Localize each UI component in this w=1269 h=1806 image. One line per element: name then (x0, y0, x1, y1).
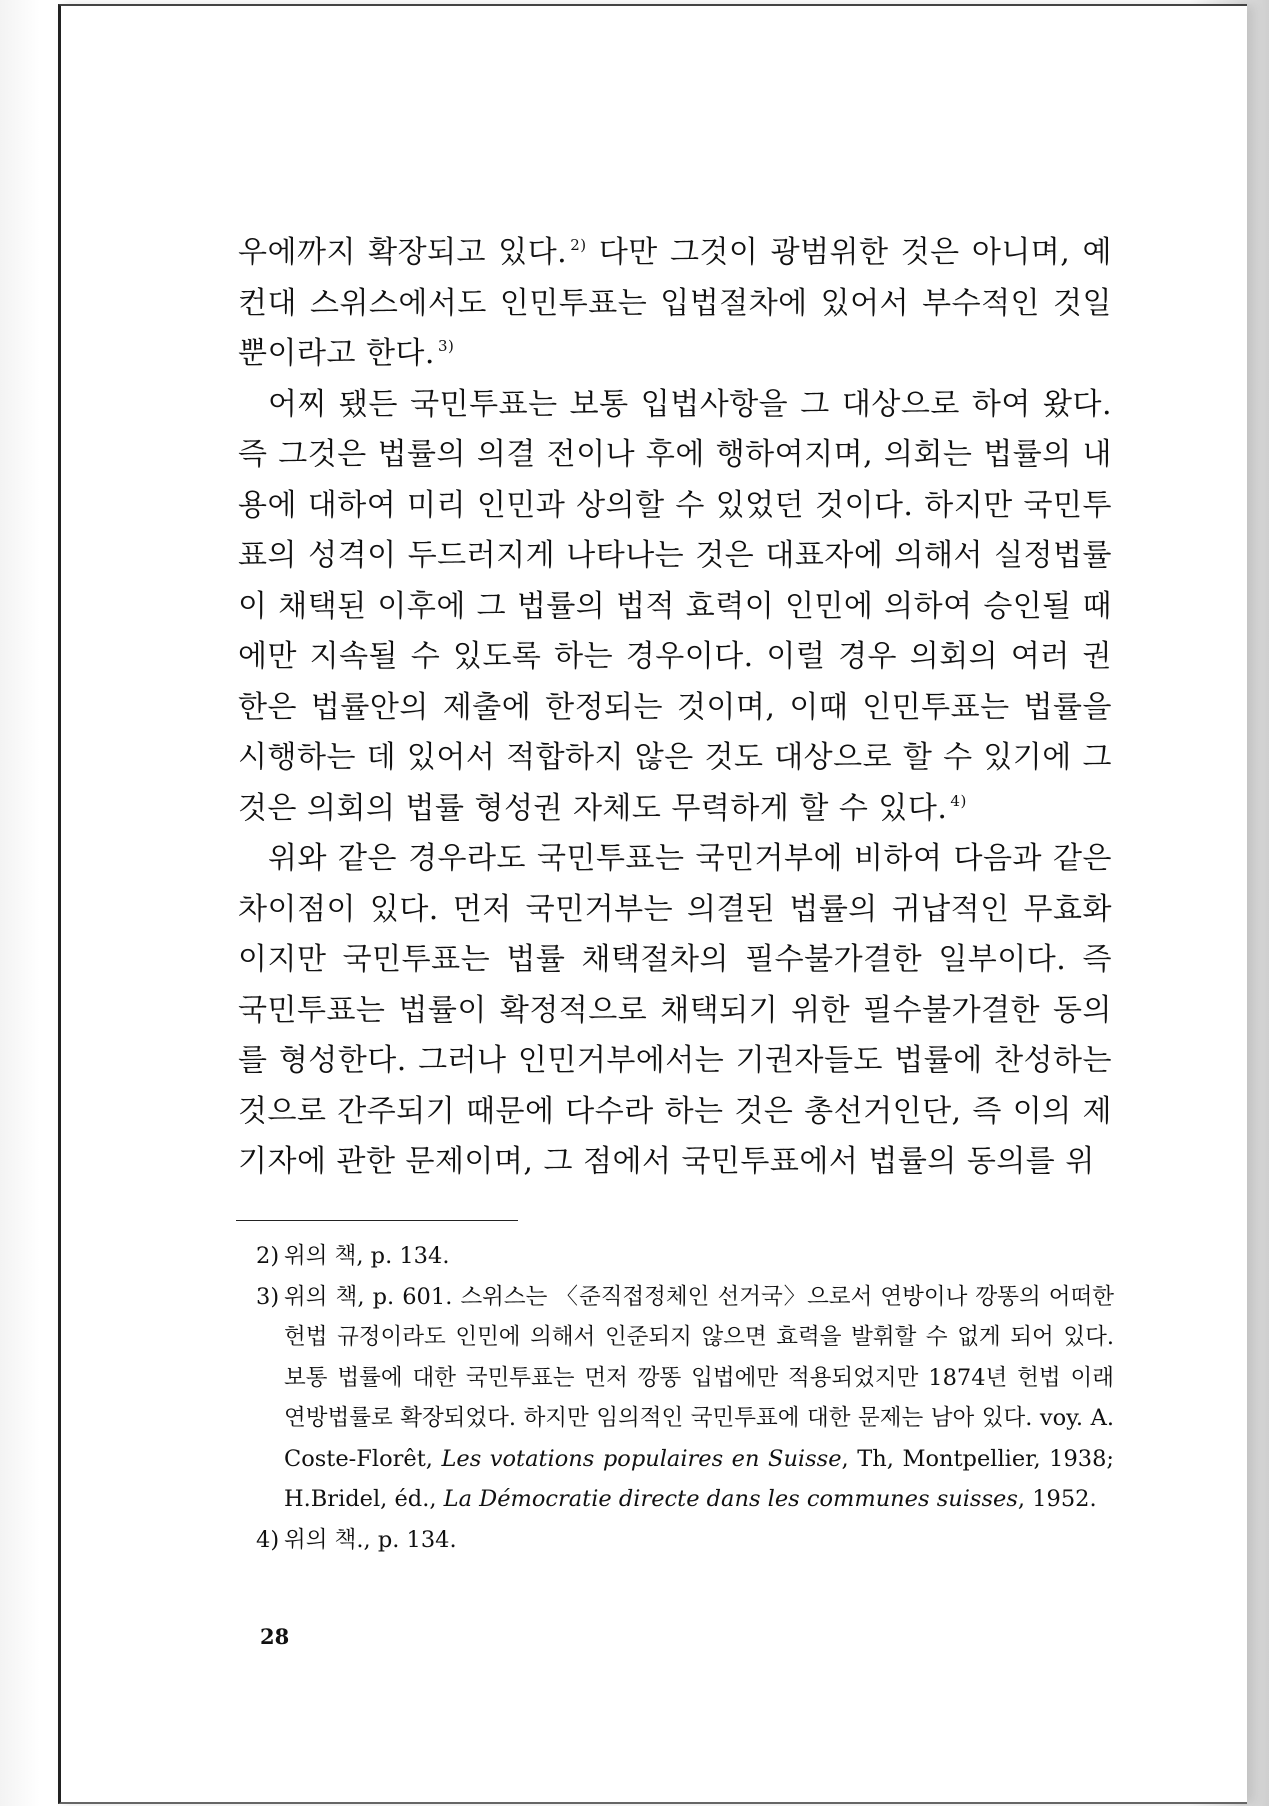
paragraph-3 (238, 834, 1112, 1188)
footnote-3 (256, 1277, 1114, 1520)
footnote-title-italic: La Démocratie directe dans les communes suisses (443, 1486, 1018, 1512)
footnote-text: 위의 책, p. 601. 스위스는 〈준직접정체인 선거국〉으로서 연방이나 깡똥의 어떠한 헌법 규정이라도 인민에 의해서 인준되지 않으면 효력을 발휘할 수 없게 되어 있다. 보통 법률에 대한 국민투표는 먼저 깡똥 입법에만 적용되었지만 1874년 헌법 이래 연방법률로 확장되었다. 하지만 임의적인 국민투표에 대한 문제는 남아 있다. voy. A. Coste-Florêt, (284, 1283, 1114, 1472)
footnote-text: 위의 책, p. 134. (284, 1243, 450, 1269)
paragraph-text: 위와 같은 경우라도 국민투표는 국민거부에 비하여 다음과 같은 차이점이 있다. 먼저 국민거부는 의결된 법률의 귀납적인 무효화이지만 국민투표는 법률 채택절차의 필수불가결한 일부이다. 즉 국민투표는 법률이 확정적으로 채택되기 위한 필수불가결한 동의를 형성한다. 그러나 인민거부에서는 기권자들도 법률에 찬성하는 것으로 간주되기 때문에 다수라 하는 것은 총선거인단, 즉 이의 제기자에 관한 문제이며, 그 점에서 국민투표에서 법률의 동의를 위 (238, 841, 1112, 1179)
footnote-number: 3) (256, 1283, 280, 1310)
footnote-4 (256, 1520, 1114, 1561)
footnote-marker-3: 3) (437, 337, 455, 355)
footnotes (256, 1236, 1114, 1560)
paragraph-text: 어찌 됐든 국민투표는 보통 입법사항을 그 대상으로 하여 왔다. 즉 그것은 법률의 의결 전이나 후에 행하여지며, 의회는 법률의 내용에 대하여 미리 인민과 상의할 수 있었던 것이다. 하지만 국민투표의 성격이 두드러지게 나타나는 것은 대표자에 의해서 실정법률이 채택된 이후에 그 법률의 법적 효력이 인민에 의하여 승인될 때에만 지속될 수 있도록 하는 경우이다. 이럴 경우 의회의 여러 권한은 법률안의 제출에 한정되는 것이며, 이때 인민투표는 법률을 시행하는 데 있어서 적합하지 않은 것도 대상으로 할 수 있기에 그것은 의회의 법률 형성권 자체도 무력하게 할 수 있다. (238, 386, 1112, 826)
footnote-number: 4) (256, 1526, 280, 1553)
footnote-text: , 1952. (1017, 1486, 1097, 1512)
body-text (238, 228, 1112, 1188)
footnote-text: 위의 책., p. 134. (284, 1526, 457, 1553)
paragraph-1 (238, 228, 1112, 380)
footnote-separator (236, 1220, 518, 1221)
paragraph-2 (238, 380, 1112, 835)
footnote-title-italic: Les votations populaires en Suisse (441, 1445, 842, 1472)
footnote-number: 2) (256, 1243, 280, 1269)
footnote-2 (256, 1236, 1114, 1277)
paragraph-text: 다만 그것이 광범위한 것은 아니며, 예컨대 스위스에서도 인민투표는 입법절차에 있어서 부수적인 것일 뿐이라고 한다. (238, 235, 1112, 371)
page-number: 28 (260, 1624, 290, 1649)
footnote-text: , Th, Montpellier, 1938; H.Bridel, éd., (284, 1445, 1114, 1512)
footnote-marker-4: 4) (950, 791, 967, 810)
footnote-marker-2: 2) (570, 236, 587, 254)
paragraph-text: 우에까지 확장되고 있다. (238, 235, 568, 270)
